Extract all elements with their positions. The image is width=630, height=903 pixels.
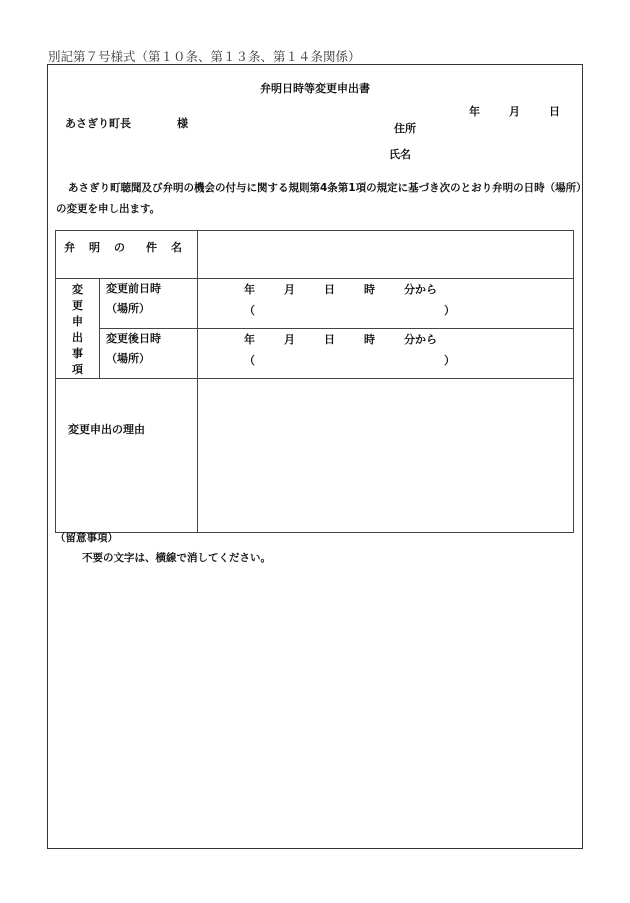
vertical-char: 変 [72, 283, 83, 296]
vertical-char: 項 [72, 363, 83, 376]
subject-row [56, 231, 574, 279]
addressee: あさぎり町長 [65, 117, 131, 130]
change-items-label [56, 279, 100, 379]
before-day: 日 [324, 283, 335, 296]
subject-label [56, 231, 198, 279]
after-year: 年 [244, 333, 255, 346]
before-open-paren: （ [244, 304, 255, 317]
before-place-label: （場所） [106, 302, 150, 315]
date-month: 月 [509, 105, 520, 118]
after-place-label: （場所） [106, 352, 150, 365]
date-year: 年 [469, 105, 480, 118]
after-month: 月 [284, 333, 295, 346]
form-title: 弁明日時等変更申出書 [260, 82, 370, 95]
date-day: 日 [549, 105, 560, 118]
after-day: 日 [324, 333, 335, 346]
after-datetime-label: 変更後日時 [106, 332, 161, 345]
notes-heading: （留意事項） [55, 532, 118, 544]
address-label: 住所 [394, 122, 416, 135]
name-label: 氏名 [389, 148, 411, 161]
before-datetime-label: 変更前日時 [106, 282, 161, 295]
form-number-label: 別記第７号様式（第１０条、第１３条、第１４条関係） [48, 49, 361, 64]
reason-row [56, 379, 574, 533]
subject-char: の [114, 241, 125, 254]
reason-label-cell [56, 379, 198, 533]
after-value-field[interactable] [198, 329, 574, 379]
after-open-paren: （ [244, 354, 255, 367]
application-table [55, 230, 574, 533]
reason-value-field[interactable] [198, 379, 574, 533]
subject-char: 名 [171, 241, 182, 254]
reason-label: 変更申出の理由 [68, 422, 145, 436]
before-year: 年 [244, 283, 255, 296]
body-text-line1: あさぎり町聴聞及び弁明の機会の付与に関する規則第4条第1項の規定に基づき次のとおり弁明の日時（場所） [68, 182, 587, 194]
before-hour: 時 [364, 283, 375, 296]
vertical-char: 出 [72, 331, 83, 344]
subject-value-field[interactable] [198, 231, 574, 279]
after-close-paren: ） [444, 354, 455, 367]
after-hour: 時 [364, 333, 375, 346]
vertical-char: 申 [72, 315, 83, 328]
after-label-cell [100, 329, 198, 379]
notes-body: 不要の文字は、横線で消してください。 [82, 552, 271, 564]
vertical-char: 事 [72, 347, 83, 360]
before-from: 分から [404, 283, 437, 296]
before-value-field[interactable] [198, 279, 574, 329]
after-from: 分から [404, 333, 437, 346]
honorific: 様 [177, 117, 188, 130]
subject-char: 弁 [64, 241, 75, 254]
before-close-paren: ） [444, 304, 455, 317]
subject-char: 明 [89, 241, 100, 254]
vertical-char: 更 [72, 299, 83, 312]
before-label-cell [100, 279, 198, 329]
after-row [56, 329, 574, 379]
body-text-line2: の変更を申し出ます。 [56, 203, 161, 215]
subject-char: 件 [146, 241, 157, 254]
before-month: 月 [284, 283, 295, 296]
before-row [56, 279, 574, 329]
